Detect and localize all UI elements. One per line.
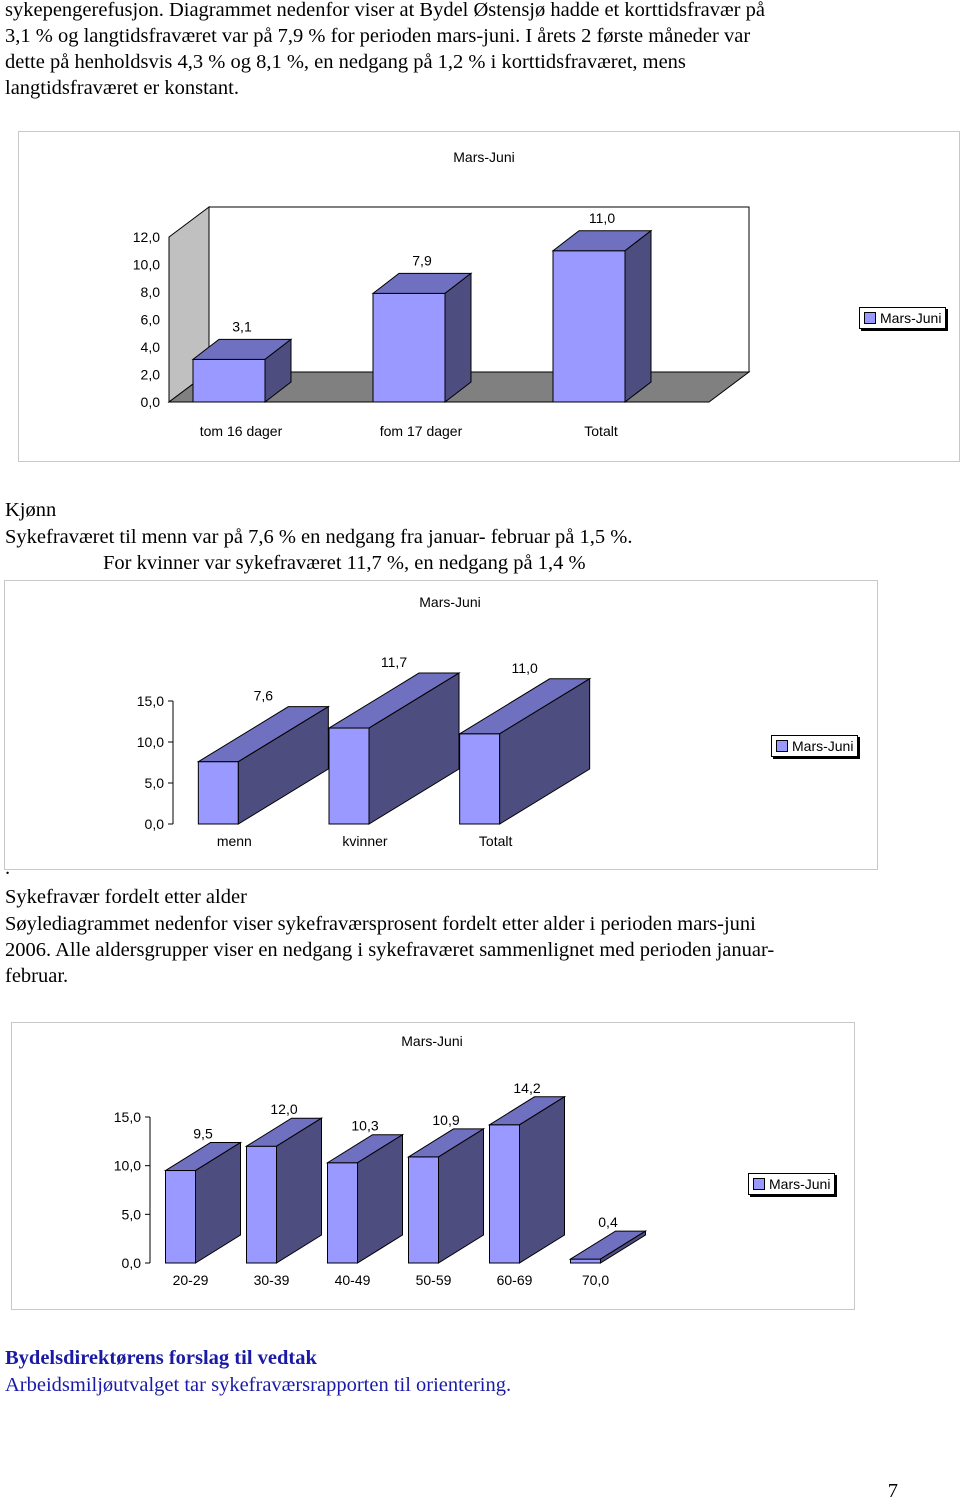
chart-plot [19, 132, 959, 461]
data-label: 7,9 [412, 252, 432, 269]
chart-title: Mars-Juni [401, 1033, 463, 1049]
bar-front [166, 1171, 196, 1263]
x-tick-label: 30-39 [253, 1272, 290, 1288]
bar-front [490, 1125, 520, 1263]
chart-duration [18, 131, 960, 462]
y-tick-label: 10,0 [113, 1157, 141, 1174]
bar-side [520, 1097, 565, 1263]
data-label: 10,9 [432, 1111, 460, 1128]
bar [553, 231, 651, 402]
section-heading-kjonn: Kjønn [5, 499, 57, 521]
bar-front [409, 1157, 439, 1263]
chart-title: Mars-Juni [419, 594, 481, 610]
page-number: 7 [887, 1480, 898, 1502]
chart-plot [12, 1023, 854, 1309]
data-label: 9,5 [193, 1125, 213, 1142]
legend-label: Mars-Juni [769, 1176, 831, 1192]
data-label: 11,0 [511, 659, 538, 676]
bar-side [625, 231, 651, 402]
legend-swatch [753, 1178, 765, 1190]
bar [373, 273, 471, 402]
bar-side [445, 273, 471, 402]
x-tick-label: fom 17 dager [379, 423, 463, 439]
y-tick-label: 0,0 [121, 1255, 141, 1271]
intro-line-1: sykepengerefusjon. Diagrammet nedenfor viser at Bydel Østensjø hadde et korttidsfravær på [5, 0, 765, 21]
y-tick-label: 4,0 [140, 339, 160, 355]
data-label: 10,3 [351, 1117, 379, 1134]
proposal-heading: Bydelsdirektørens forslag til vedtak [5, 1347, 317, 1369]
legend-swatch [776, 740, 788, 752]
x-tick-label: menn [216, 833, 252, 849]
y-tick-label: 5,0 [144, 775, 164, 791]
y-tick-label: 8,0 [140, 284, 160, 300]
bar [193, 339, 291, 402]
bar-front [193, 359, 265, 402]
x-tick-label: 60-69 [496, 1272, 533, 1288]
y-tick-label: 15,0 [136, 693, 164, 709]
alder-line-2: 2006. Alle aldersgrupper viser en nedgang i sykefraværet sammenlignet med perioden januar- [5, 939, 775, 961]
chart-gender [4, 580, 878, 870]
chart-legend [859, 307, 946, 329]
y-tick-label: 6,0 [140, 311, 160, 328]
kjonn-line-1: Sykefraværet til menn var på 7,6 % en nedgang fra januar- februar på 1,5 %. [5, 526, 633, 548]
bar-front [460, 734, 500, 824]
chart-legend [748, 1173, 835, 1195]
bar [490, 1097, 565, 1263]
bar-front [198, 762, 238, 824]
bar [198, 707, 328, 824]
legend-label: Mars-Juni [880, 310, 942, 326]
chart-plot [5, 581, 877, 869]
data-label: 3,1 [232, 318, 252, 335]
x-tick-label: tom 16 dager [199, 423, 283, 439]
legend-label: Mars-Juni [792, 738, 854, 754]
section-heading-alder: Sykefravær fordelt etter alder [5, 886, 247, 908]
bar-front [247, 1146, 277, 1263]
y-tick-label: 10,0 [136, 734, 164, 750]
intro-line-3: dette på henholdsvis 4,3 % og 8,1 %, en nedgang på 1,2 % i korttidsfraværet, mens [5, 51, 686, 73]
data-label: 7,6 [253, 687, 274, 704]
alder-line-3: februar. [5, 965, 69, 987]
x-tick-label: 70,0 [581, 1272, 610, 1288]
kjonn-line-2: For kvinner var sykefraværet 11,7 %, en nedgang på 1,4 % [103, 552, 586, 574]
x-tick-label: 40-49 [334, 1272, 371, 1288]
data-label: 11,7 [380, 654, 408, 671]
bar [409, 1129, 484, 1263]
x-tick-label: Totalt [584, 423, 618, 439]
bar [329, 673, 459, 824]
data-label: 12,0 [270, 1101, 298, 1118]
y-tick-label: 10,0 [132, 256, 160, 273]
data-label: 11,0 [588, 209, 616, 226]
dot-marker: . [5, 857, 11, 879]
y-tick-label: 2,0 [140, 366, 160, 383]
bar-front [329, 728, 369, 824]
y-tick-label: 15,0 [113, 1109, 141, 1125]
intro-line-2: 3,1 % og langtidsfraværet var på 7,9 % for perioden mars-juni. I årets 2 første måneder var [5, 25, 751, 47]
chart-title: Mars-Juni [453, 149, 515, 165]
y-tick-label: 12,0 [132, 229, 160, 245]
bar-front [553, 251, 625, 402]
x-tick-label: kvinner [342, 833, 388, 849]
data-label: 0,4 [598, 1214, 618, 1231]
bar [328, 1135, 403, 1263]
bar [460, 679, 590, 824]
x-tick-label: Totalt [478, 833, 513, 849]
intro-line-4: langtidsfraværet er konstant. [5, 77, 239, 99]
bar [247, 1118, 322, 1263]
x-tick-label: 20-29 [172, 1272, 209, 1288]
chart-legend [771, 735, 858, 757]
bar-front [373, 293, 445, 402]
y-tick-label: 5,0 [121, 1206, 141, 1223]
proposal-text: Arbeidsmiljøutvalget tar sykefraværsrapporten til orientering. [5, 1374, 512, 1396]
bar-front [328, 1163, 358, 1263]
x-tick-label: 50-59 [415, 1272, 452, 1288]
bar-front [571, 1259, 601, 1263]
alder-line-1: Søylediagrammet nedenfor viser sykefraværsprosent fordelt etter alder i perioden mars-juni [5, 913, 756, 935]
y-tick-label: 0,0 [140, 394, 160, 410]
data-label: 14,2 [513, 1079, 541, 1096]
bar [166, 1143, 241, 1263]
legend-swatch [864, 312, 876, 324]
bar [571, 1231, 646, 1263]
chart-age [11, 1022, 855, 1310]
y-tick-label: 0,0 [144, 816, 164, 832]
